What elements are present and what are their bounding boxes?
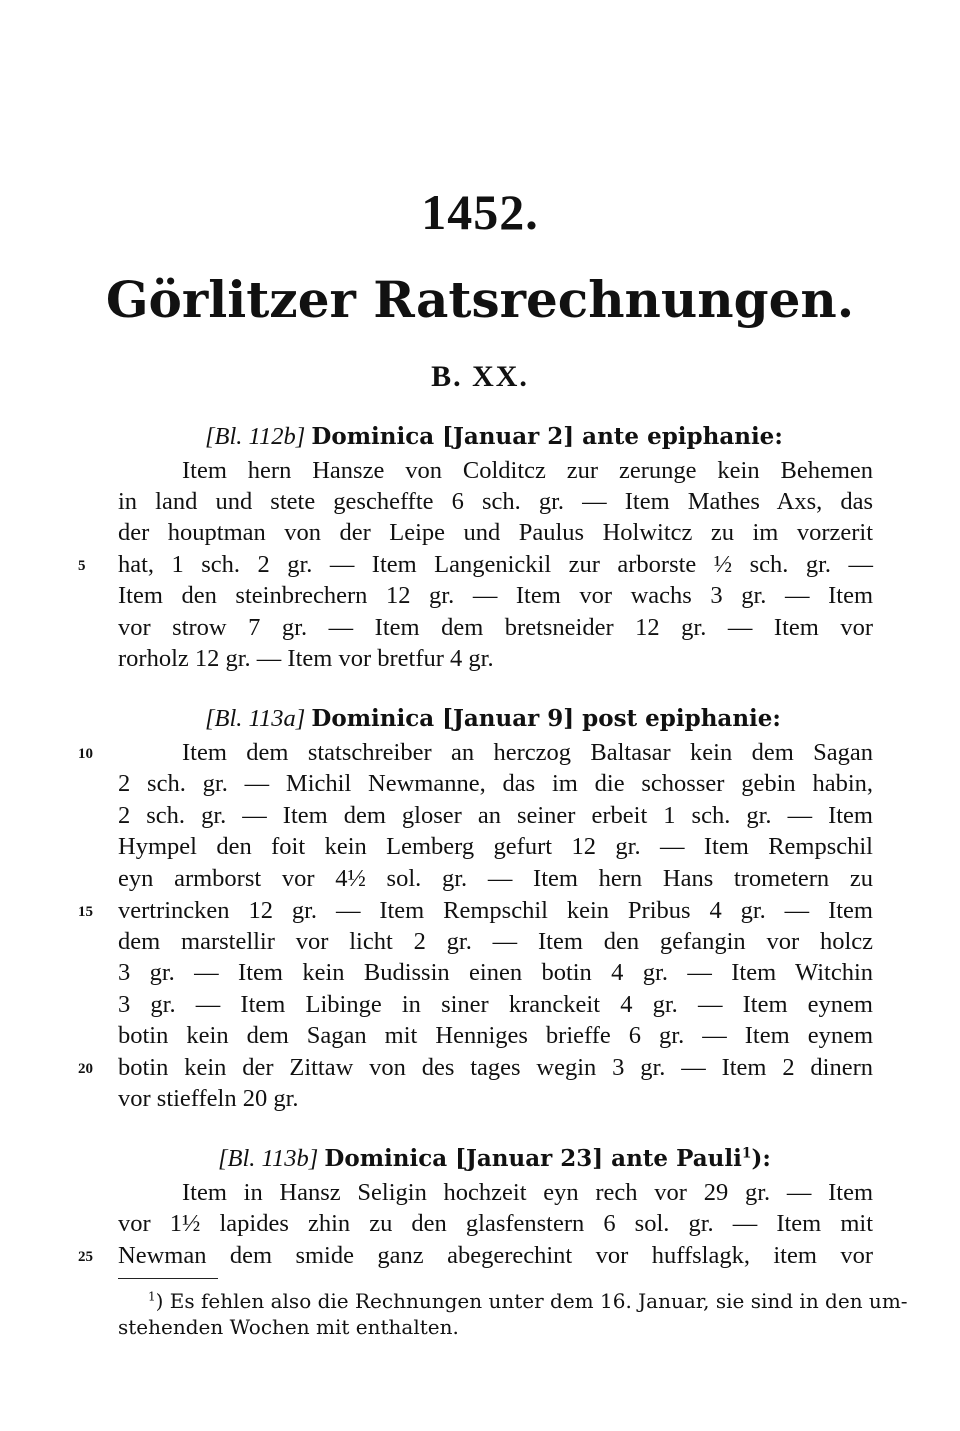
text-line: Item dem statschreiber an herczog Baltasar kein dem Sagan <box>182 739 873 766</box>
text-line: 2 sch. gr. — Item dem gloser an seiner erbeit 1 sch. gr. — Item <box>118 802 873 829</box>
text-line: 3 gr. — Item kein Budissin einen botin 4 gr. — Item Witchin <box>118 959 873 986</box>
section-heading <box>205 421 873 452</box>
text-line: dem marstellir vor licht 2 gr. — Item den gefangin vor holcz <box>118 928 873 955</box>
section-title-text: Dominica [Januar 23] ante Pauli <box>324 1145 742 1172</box>
line-number: 25 <box>78 1249 93 1265</box>
text-line: vertrincken 12 gr. — Item Rempschil kein Pribus 4 gr. — Item <box>118 897 873 924</box>
text-line: hat, 1 sch. 2 gr. — Item Langenickil zur arborste ½ sch. gr. — <box>118 551 873 578</box>
year-heading: 1452. <box>421 184 539 240</box>
text-line: der houptman von der Leipe und Paulus Holwitcz zu im vorzerit <box>118 519 873 546</box>
section-title: Dominica [Januar 2] ante epiphanie: <box>311 423 783 450</box>
section-heading <box>205 703 873 734</box>
line-number: 10 <box>78 746 93 762</box>
volume-label: B. XX. <box>431 360 529 393</box>
text-line: vor strow 7 gr. — Item dem bretsneider 12 gr. — Item vor <box>118 614 873 641</box>
text-line: 2 sch. gr. — Michil Newmanne, das im die schosser gebin habin, <box>118 770 873 797</box>
text-line: vor 1½ lapides zhin zu den glasfenstern 6 sol. gr. — Item mit <box>118 1210 873 1237</box>
text-line: eyn armborst vor 4½ sol. gr. — Item hern Hans trometern zu <box>118 865 873 892</box>
text-line: 3 gr. — Item Libinge in siner kranckeit 4 gr. — Item eynem <box>118 991 873 1018</box>
document-title: Görlitzer Ratsrechnungen. <box>105 270 855 329</box>
footnote-marker: 1 <box>741 1145 752 1162</box>
text-line: Item den steinbrechern 12 gr. — Item vor wachs 3 gr. — Item <box>118 582 873 609</box>
footnote-line: stehenden Wochen mit enthalten. <box>118 1315 459 1339</box>
text-line: rorholz 12 gr. — Item vor bretfur 4 gr. <box>118 645 494 672</box>
folio-reference: [Bl. 113b] <box>218 1145 319 1172</box>
text-line: botin kein dem Sagan mit Henniges brieffe 6 gr. — Item eynem <box>118 1022 873 1049</box>
line-number: 15 <box>78 904 93 920</box>
folio-reference: [Bl. 112b] <box>205 423 306 450</box>
section-heading <box>218 1143 873 1174</box>
text-line: vor stieffeln 20 gr. <box>118 1085 299 1112</box>
line-number: 5 <box>78 558 86 574</box>
text-line: Hympel den foit kein Lemberg gefurt 12 gr. — Item Rempschil <box>118 833 873 860</box>
text-line: Item in Hansz Seligin hochzeit eyn rech vor 29 gr. — Item <box>182 1179 873 1206</box>
section-title: Dominica [Januar 9] post epiphanie: <box>311 705 781 732</box>
section-title-end: ): <box>751 1145 771 1172</box>
text-line: Newman dem smide ganz abegerechint vor huffslagk, item vor <box>118 1242 873 1269</box>
line-number: 20 <box>78 1061 93 1077</box>
section-title <box>324 1145 770 1172</box>
footnote-text: ) Es fehlen also die Rechnungen unter dem 16. Januar, sie sind in den um- <box>155 1289 908 1313</box>
footnote-line <box>148 1287 908 1315</box>
text-line: Item hern Hansze von Colditcz zur zerunge kein Behemen <box>182 457 873 484</box>
footnote-rule <box>118 1278 218 1279</box>
text-line: in land und stete gescheffte 6 sch. gr. — Item Mathes Axs, das <box>118 488 873 515</box>
footnote-mark: 1 <box>148 1289 156 1304</box>
text-line: botin kein der Zittaw von des tages wegin 3 gr. — Item 2 dinern <box>118 1054 873 1081</box>
folio-reference: [Bl. 113a] <box>205 705 306 732</box>
